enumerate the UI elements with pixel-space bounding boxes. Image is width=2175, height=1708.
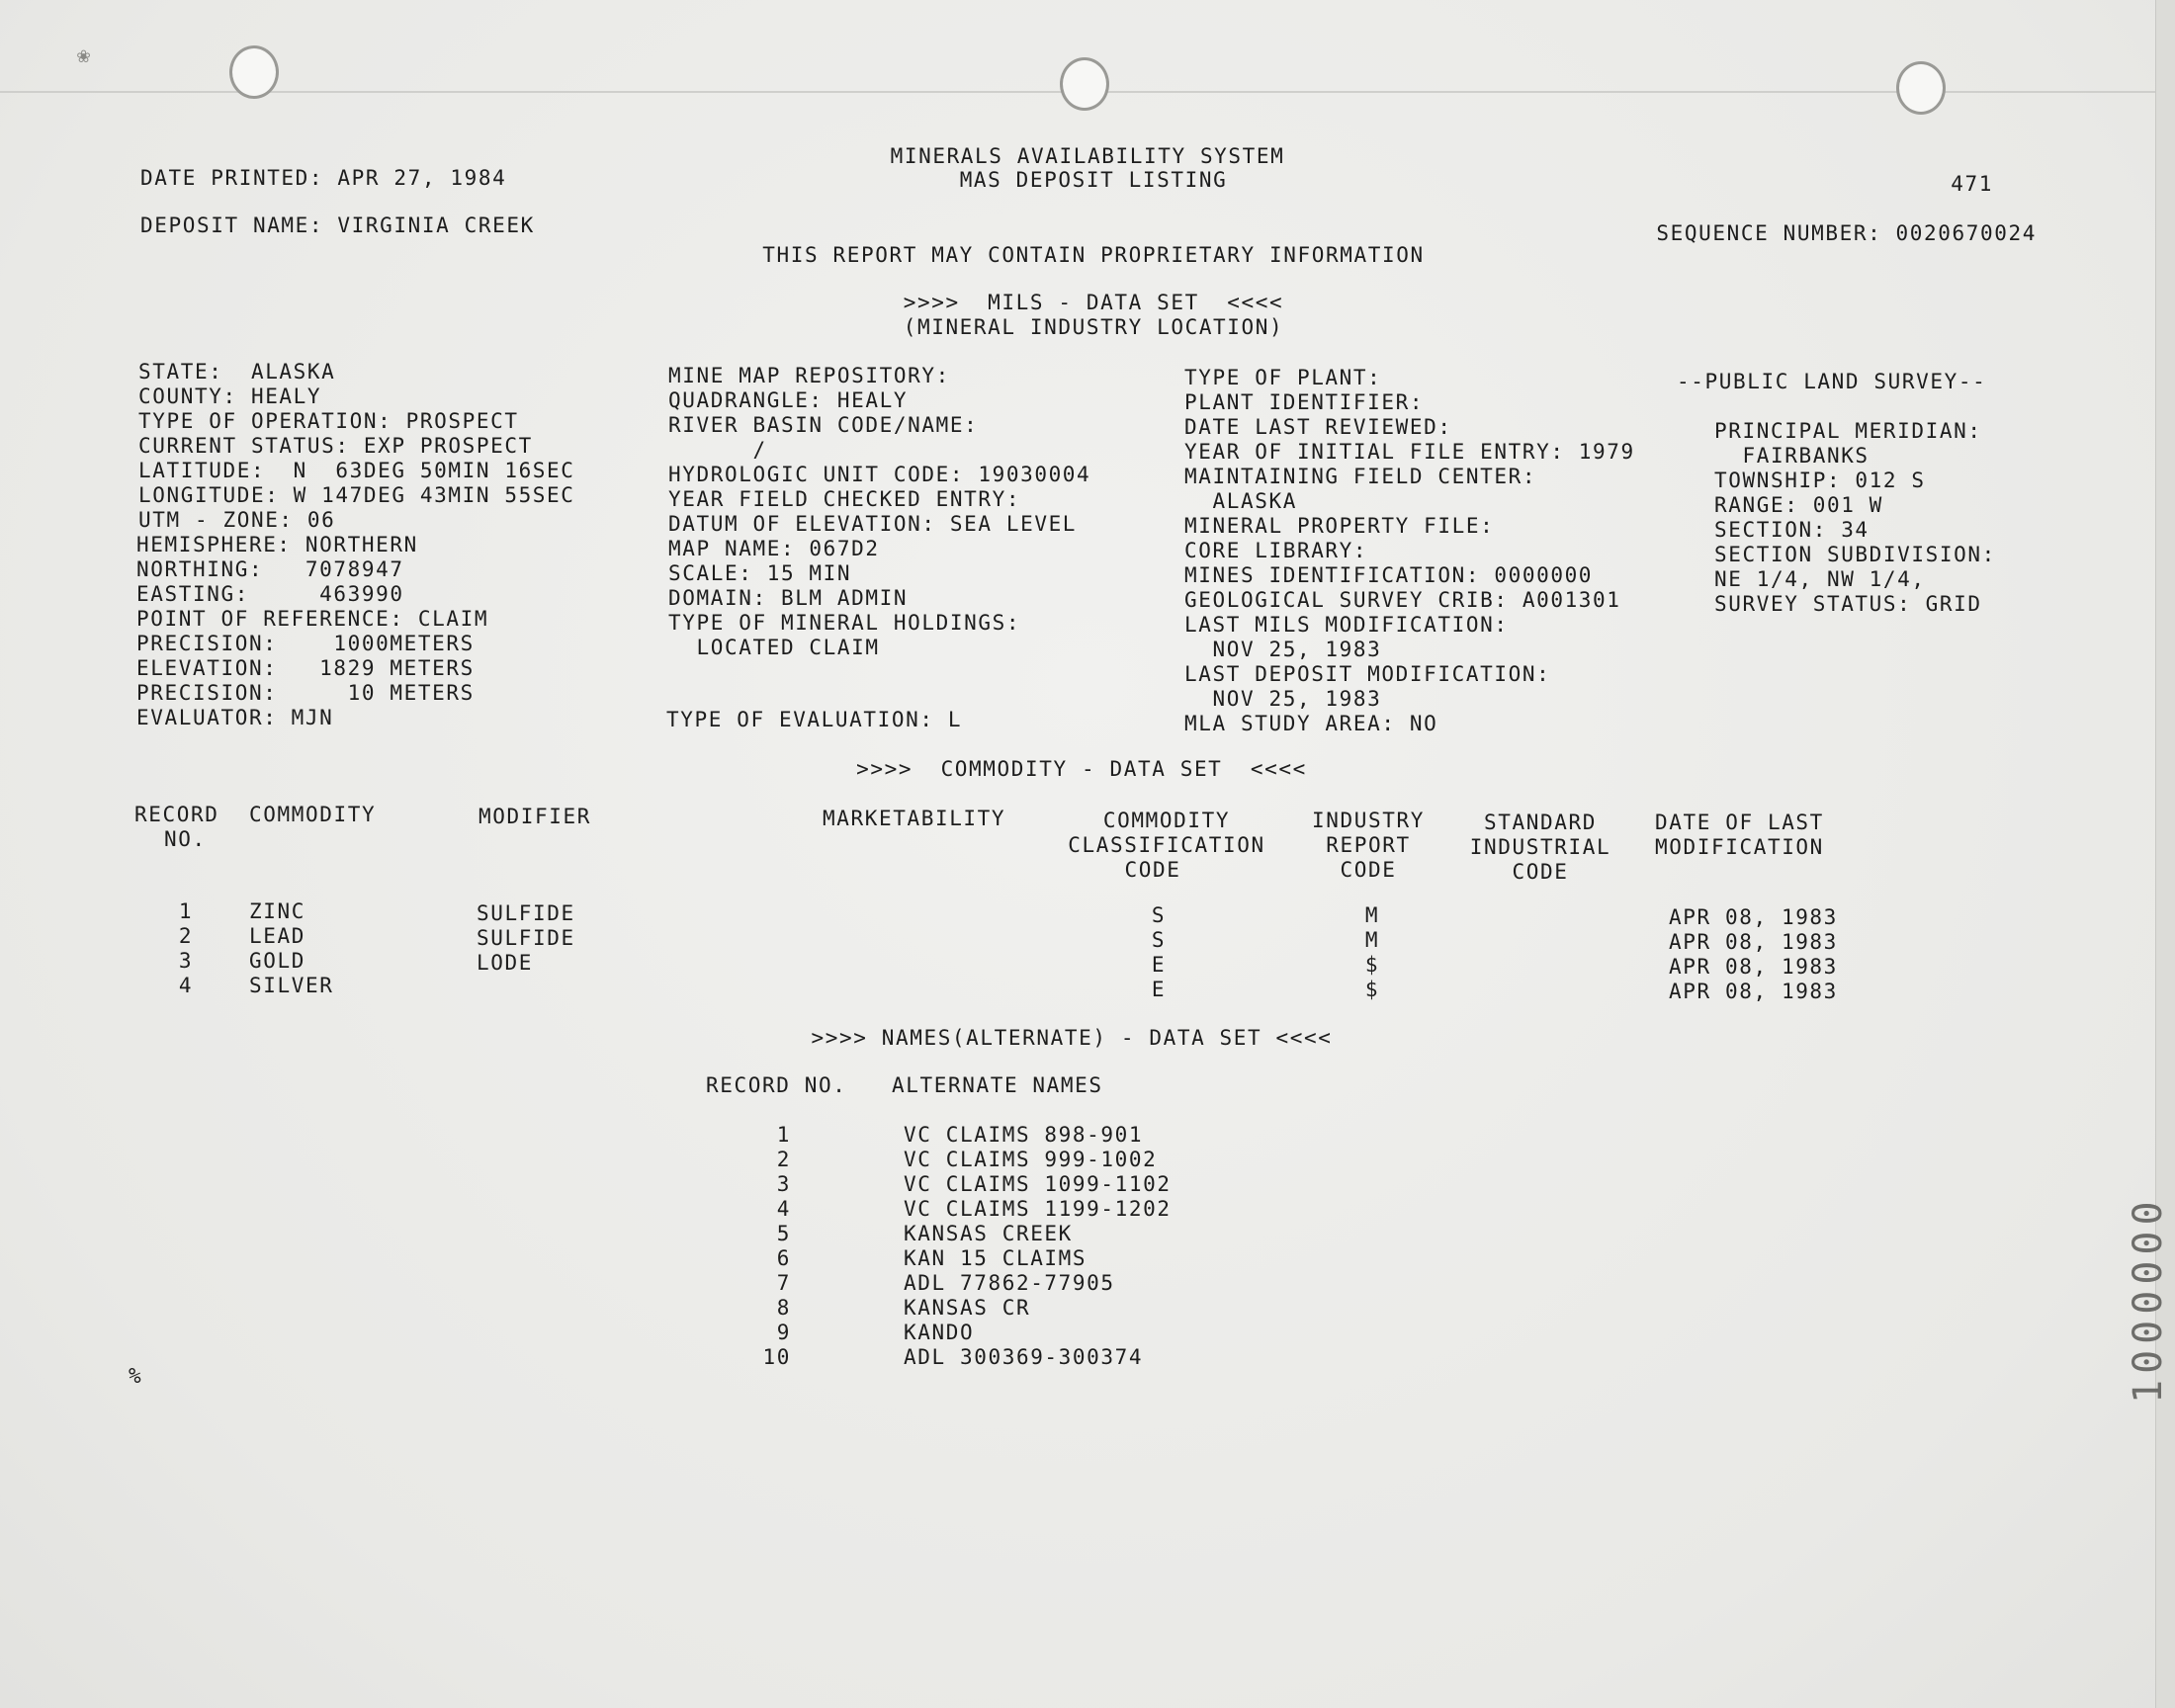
mils-field: YEAR FIELD CHECKED ENTRY: — [668, 487, 1021, 511]
mils-field: LOCATED CLAIM — [668, 636, 880, 659]
mils-field: NE 1/4, NW 1/4, — [1714, 567, 1926, 591]
mils-field: RIVER BASIN CODE/NAME: — [668, 413, 979, 437]
mils-field: GEOLOGICAL SURVEY CRIB: A001301 — [1184, 588, 1621, 612]
mils-field: YEAR OF INITIAL FILE ENTRY: 1979 — [1184, 440, 1635, 464]
alternate-name: KANDO — [904, 1321, 975, 1344]
mils-field: NOV 25, 1983 — [1184, 687, 1382, 711]
header-dlm: MODIFICATION — [1655, 835, 1824, 859]
cell-record-no: 2 — [178, 924, 194, 948]
alternate-name: ADL 300369-300374 — [904, 1345, 1144, 1369]
mils-field: MINERAL PROPERTY FILE: — [1184, 514, 1495, 538]
mils-field: / — [668, 438, 767, 462]
mils-field: TYPE OF OPERATION: PROSPECT — [138, 409, 519, 433]
cell-commodity: SILVER — [249, 974, 334, 997]
mils-field: LAST DEPOSIT MODIFICATION: — [1184, 662, 1551, 686]
commodity-title: >>>> COMMODITY - DATA SET <<<< — [856, 757, 1307, 781]
mils-field: FAIRBANKS — [1714, 444, 1870, 468]
punch-hole-center — [1060, 57, 1109, 111]
mils-field: DOMAIN: BLM ADMIN — [668, 586, 909, 610]
mils-field: DATE LAST REVIEWED: — [1184, 415, 1452, 439]
header-dlm: DATE OF LAST — [1655, 811, 1824, 834]
mils-field: SURVEY STATUS: GRID — [1714, 592, 1982, 616]
mils-field: MINES IDENTIFICATION: 0000000 — [1184, 563, 1594, 587]
mils-field: ELEVATION: 1829 METERS — [136, 656, 475, 680]
alternate-name: VC CLAIMS 1199-1202 — [904, 1197, 1172, 1221]
mils-field: MAP NAME: 067D2 — [668, 537, 880, 560]
header-ccc: CLASSIFICATION — [1068, 833, 1265, 857]
names-header-record-no: RECORD NO. — [706, 1073, 847, 1097]
header-ccc: CODE — [1124, 858, 1181, 882]
cell-date: APR 08, 1983 — [1669, 905, 1838, 929]
name-record-no: 1 — [776, 1123, 791, 1147]
header-sic: STANDARD — [1484, 811, 1597, 834]
mils-field: NORTHING: 7078947 — [136, 557, 404, 581]
name-record-no: 2 — [776, 1148, 791, 1171]
cell-commodity: LEAD — [249, 924, 305, 948]
cell-record-no: 1 — [178, 899, 194, 923]
mils-field: ALASKA — [1184, 489, 1297, 513]
cell-irc: M — [1364, 928, 1380, 952]
name-record-no: 9 — [776, 1321, 791, 1344]
punch-hole-right — [1896, 61, 1946, 115]
cell-date: APR 08, 1983 — [1669, 955, 1838, 979]
mils-field: SECTION SUBDIVISION: — [1714, 543, 1996, 566]
cell-ccc: E — [1151, 978, 1167, 1001]
alternate-name: VC CLAIMS 999-1002 — [904, 1148, 1158, 1171]
mils-title: >>>> MILS - DATA SET <<<< — [903, 291, 1284, 314]
mils-field: CURRENT STATUS: EXP PROSPECT — [138, 434, 533, 458]
mils-field: SCALE: 15 MIN — [668, 561, 852, 585]
header-modifier: MODIFIER — [478, 805, 591, 828]
system-title: MINERALS AVAILABILITY SYSTEM — [890, 144, 1285, 168]
cell-modifier: LODE — [477, 951, 533, 975]
cell-irc: $ — [1364, 953, 1380, 977]
mils-field: HEMISPHERE: NORTHERN — [136, 533, 418, 556]
mils-field: QUADRANGLE: HEALY — [668, 388, 909, 412]
cell-commodity: GOLD — [249, 949, 305, 973]
mils-field: HYDROLOGIC UNIT CODE: 19030004 — [668, 463, 1091, 486]
mils-field: EASTING: 463990 — [136, 582, 404, 606]
name-record-no: 4 — [776, 1197, 791, 1221]
mils-field: COUNTY: HEALY — [138, 384, 322, 408]
mils-field: PRECISION: 10 METERS — [136, 681, 475, 705]
mils-field: LATITUDE: N 63DEG 50MIN 16SEC — [138, 459, 575, 482]
cell-modifier: SULFIDE — [477, 926, 575, 950]
header-irc: INDUSTRY — [1312, 809, 1425, 832]
header-irc: REPORT — [1326, 833, 1411, 857]
punch-hole-left — [229, 45, 279, 99]
mils-field: CORE LIBRARY: — [1184, 539, 1368, 562]
alternate-name: VC CLAIMS 1099-1102 — [904, 1172, 1172, 1196]
mils-field: PLANT IDENTIFIER: — [1184, 390, 1425, 414]
mils-field: POINT OF REFERENCE: CLAIM — [136, 607, 489, 631]
mils-field: NOV 25, 1983 — [1184, 638, 1382, 661]
page-number: 471 — [1951, 172, 1993, 196]
sheet-edge — [2155, 0, 2175, 1708]
mils-field: MLA STUDY AREA: NO — [1184, 712, 1438, 735]
mils-field: TYPE OF MINERAL HOLDINGS: — [668, 611, 1021, 635]
header-record-no: NO. — [164, 827, 207, 851]
cell-irc: $ — [1364, 978, 1380, 1001]
alternate-name: ADL 77862-77905 — [904, 1271, 1115, 1295]
header-marketability: MARKETABILITY — [823, 807, 1006, 830]
cell-ccc: E — [1151, 953, 1167, 977]
mils-field: DATUM OF ELEVATION: SEA LEVEL — [668, 512, 1078, 536]
mils-field: UTM - ZONE: 06 — [138, 508, 336, 532]
mils-field: PRECISION: 1000METERS — [136, 632, 475, 655]
name-record-no: 6 — [776, 1246, 791, 1270]
date-printed: DATE PRINTED: APR 27, 1984 — [140, 166, 507, 190]
mils-field: TOWNSHIP: 012 S — [1714, 469, 1926, 492]
mils-field: PRINCIPAL MERIDIAN: — [1714, 419, 1982, 443]
cell-modifier: SULFIDE — [477, 901, 575, 925]
mils-field: STATE: ALASKA — [138, 360, 336, 384]
alternate-name: VC CLAIMS 898-901 — [904, 1123, 1144, 1147]
header-sic: CODE — [1512, 860, 1569, 884]
alternate-name: KAN 15 CLAIMS — [904, 1246, 1088, 1270]
header-commodity: COMMODITY — [249, 803, 377, 826]
mils-field: SECTION: 34 — [1714, 518, 1870, 542]
name-record-no: 5 — [776, 1222, 791, 1245]
name-record-no: 3 — [776, 1172, 791, 1196]
alternate-name: KANSAS CR — [904, 1296, 1031, 1320]
mils-field: MINE MAP REPOSITORY: — [668, 364, 950, 387]
deposit-name: DEPOSIT NAME: VIRGINIA CREEK — [140, 214, 535, 237]
listing-title: MAS DEPOSIT LISTING — [959, 168, 1228, 192]
cell-date: APR 08, 1983 — [1669, 930, 1838, 954]
name-record-no: 7 — [776, 1271, 791, 1295]
proprietary-notice: THIS REPORT MAY CONTAIN PROPRIETARY INFORMATION — [762, 243, 1425, 267]
mils-field: LONGITUDE: W 147DEG 43MIN 55SEC — [138, 483, 575, 507]
header-ccc: COMMODITY — [1102, 809, 1231, 832]
cell-ccc: S — [1151, 903, 1167, 927]
header-record: RECORD — [134, 803, 219, 826]
cell-record-no: 4 — [178, 974, 194, 997]
header-sic: INDUSTRIAL — [1469, 835, 1611, 859]
mils-field: TYPE OF PLANT: — [1184, 366, 1382, 389]
cell-date: APR 08, 1983 — [1669, 980, 1838, 1003]
header-irc: CODE — [1340, 858, 1397, 882]
cell-commodity: ZINC — [249, 899, 305, 923]
footer-mark: % — [129, 1364, 143, 1388]
mils-field: LAST MILS MODIFICATION: — [1184, 613, 1509, 637]
names-header-alternate: ALTERNATE NAMES — [892, 1073, 1103, 1097]
sequence-number: SEQUENCE NUMBER: 0020670024 — [1656, 221, 2037, 245]
name-record-no: 10 — [762, 1345, 791, 1369]
cell-irc: M — [1364, 903, 1380, 927]
mils-field: RANGE: 001 W — [1714, 493, 1883, 517]
page-stamp: 1000000 — [2126, 1195, 2171, 1404]
cell-record-no: 3 — [178, 949, 194, 973]
mils-field: MAINTAINING FIELD CENTER: — [1184, 465, 1537, 488]
names-title: >>>> NAMES(ALTERNATE) - DATA SET <<<< — [811, 1026, 1333, 1050]
mils-field: TYPE OF EVALUATION: L — [666, 708, 963, 731]
alternate-name: KANSAS CREEK — [904, 1222, 1073, 1245]
public-land-survey-title: --PUBLIC LAND SURVEY-- — [1677, 370, 1987, 393]
name-record-no: 8 — [776, 1296, 791, 1320]
cell-ccc: S — [1151, 928, 1167, 952]
mils-subtitle: (MINERAL INDUSTRY LOCATION) — [903, 315, 1284, 339]
mils-field: EVALUATOR: MJN — [136, 706, 334, 729]
scan-mark-icon: ❀ — [77, 43, 91, 68]
